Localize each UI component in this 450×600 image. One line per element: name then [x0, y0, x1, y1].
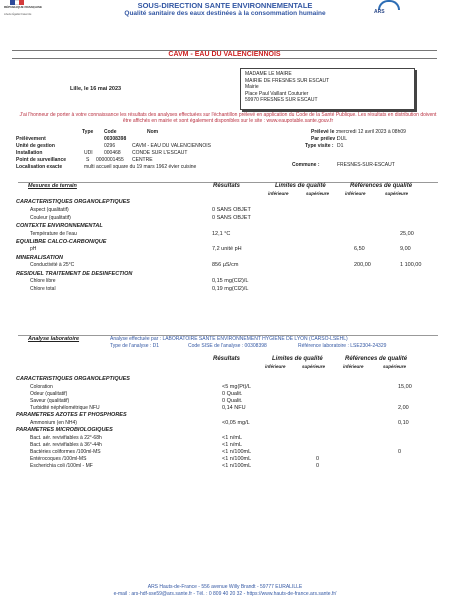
terrain-row-ref-sup: 1 100,00 — [400, 262, 422, 269]
labo-reference: Référence laboratoire : LSE2304-24329 — [298, 343, 387, 349]
terrain-row-label: pH — [30, 246, 37, 253]
labo-col-limites: Limites de qualité — [272, 356, 323, 362]
terrain-category-title: RESIDUEL TRAITEMENT DE DESINFECTION — [16, 270, 133, 277]
terrain-sub-ref-sup: supérieure — [385, 191, 409, 196]
terrain-row-result: 0,19 mg(Cl2)/L — [212, 286, 249, 293]
labo-sub-ref-inf: inférieure — [343, 364, 364, 369]
terrain-category-title: CARACTERISTIQUES ORGANOLEPTIQUES — [16, 199, 130, 205]
terrain-row-result: 0,15 mg(Cl2)/L — [212, 278, 249, 284]
ars-logo-text: ARS — [374, 9, 385, 15]
terrain-row-label: Conductivité à 25°C — [30, 262, 75, 269]
info-header-type: Type — [82, 129, 94, 135]
ars-logo — [370, 0, 410, 18]
point-surveillance-code: 0000001455 — [96, 157, 124, 163]
intro-text: J'ai l'honneur de porter à votre connaissance les résultats des analyses effectuées sur l'échantillon prélevé en application du Code de la Santé Publique. Les résultats en distribution doivent être affichés en mairie et sont également disponibles sur le site : www.eaupotable.sante.gouv.fr — [19, 112, 437, 124]
localisation-label: Localisation exacte — [16, 164, 63, 170]
labo-row-result: <0,05 mg/L — [222, 419, 250, 426]
labo-row-lim-sup: 0 — [316, 456, 320, 463]
labo-heading: Analyse laboratoire — [28, 336, 80, 342]
point-surveillance-label: Point de surveillance — [16, 157, 67, 163]
labo-row-result: <1 n/100mL — [222, 463, 252, 470]
letter-date: Lille, le 16 mai 2023 — [70, 86, 122, 92]
labo-code-sise: Code SISE de l'analyse : 00308398 — [188, 343, 267, 349]
labo-type-analyse: Type de l'analyse : D1 — [110, 343, 160, 349]
address-line: Place Paul Vaillant Couturier — [245, 90, 309, 97]
terrain-heading: Mesures de terrain — [28, 183, 77, 189]
terrain-sub-lim-inf: inférieure — [268, 191, 289, 196]
address-line: Mairie — [245, 84, 259, 90]
header-title: SOUS-DIRECTION SANTE ENVIRONNEMENTALE — [137, 1, 313, 10]
labo-row-label: Turbidité néphélométrique NFU — [30, 405, 100, 412]
terrain-category-title: CONTEXTE ENVIRONNEMENTAL — [16, 223, 103, 230]
terrain-sub-ref-inf: inférieure — [345, 191, 366, 196]
installation-nom: CONDE SUR L'ESCAUT — [132, 150, 188, 156]
labo-row-ref-sup: 15,00 — [398, 383, 412, 390]
point-surveillance-type: S — [86, 157, 90, 163]
terrain-row-label: Chlore total — [30, 286, 56, 293]
labo-row-label: Entérocoques /100ml-MS — [30, 456, 87, 463]
labo-sub-ref-sup: supérieure — [383, 364, 407, 369]
terrain-col-references: Références de qualité — [350, 183, 413, 189]
labo-row-label: Escherichia coli /100ml - MF — [30, 463, 93, 470]
labo-row-lim-sup: 0 — [316, 463, 320, 470]
header-subtitle: Qualité sanitaire des eaux destinées à la consommation humaine — [124, 10, 326, 17]
labo-col-references: Références de qualité — [345, 356, 408, 362]
terrain-row-result: 7,2 unité pH — [212, 246, 242, 253]
labo-row-ref-sup: 0,10 — [398, 419, 409, 426]
labo-row-label: Ammonium (en NH4) — [30, 419, 77, 426]
par-prelev-label: Par prélev : — [311, 136, 339, 142]
terrain-row-label: Chlore libre — [30, 278, 56, 284]
info-header-code: Code — [104, 129, 117, 135]
type-visite-value: D1 — [337, 143, 344, 149]
address-line: MAIRIE DE FRESNES SUR ESCAUT — [245, 77, 330, 84]
labo-category-title: PARAMETRES MICROBIOLOGIQUES — [16, 427, 113, 433]
point-surveillance-nom: CENTRE — [132, 157, 153, 163]
terrain-row-result: 0 SANS OBJET — [212, 214, 251, 221]
labo-row-ref-sup: 2,00 — [398, 405, 409, 412]
address-line: MADAME LE MAIRE — [245, 71, 292, 77]
commune-label: Commune : — [292, 162, 320, 168]
terrain-row-label: Température de l'eau — [30, 230, 77, 237]
footer-address: ARS Hauts-de-France - 556 avenue Willy Brandt - 59777 EURALILLE — [147, 584, 303, 590]
labo-row-result: 0 Qualit. — [222, 397, 243, 404]
labo-line1: Analyse effectuée par : LABORATOIRE SANTE ENVIRONNEMENT HYGIENE DE LYON (CARSO-LSEHL) — [110, 336, 348, 342]
terrain-category-title: MINERALISATION — [16, 254, 63, 261]
commune-value: FRESNES-SUR-ESCAUT — [337, 162, 395, 168]
terrain-col-resultats: Résultats — [213, 183, 241, 189]
localisation-value: multi accueil square du 19 mars 1962 évier cuisine — [84, 164, 197, 170]
labo-sub-lim-sup: supérieure — [302, 364, 326, 369]
labo-sub-lim-inf: inférieure — [265, 364, 286, 369]
terrain-row-ref-sup: 25,00 — [400, 230, 414, 237]
labo-row-label: Bactéries coliformes /100ml-MS — [30, 448, 101, 455]
terrain-row-ref-sup: 9,00 — [400, 246, 411, 253]
installation-label: Installation — [16, 150, 43, 156]
labo-row-ref-sup: 0 — [398, 448, 402, 455]
labo-row-result: <1 n/mL — [222, 434, 243, 441]
preleve-le-label: Prélevé le : — [311, 129, 338, 135]
terrain-row-label: Couleur (qualitatif) — [30, 214, 71, 221]
document-title: CAVM - EAU DU VALENCIENNOIS — [12, 50, 437, 59]
address-line: 59970 FRESNES SUR ESCAUT — [245, 97, 318, 103]
terrain-row-label: Aspect (qualitatif) — [30, 206, 69, 213]
labo-row-label: Bact. aér. revivifiables à 36°-44h — [30, 441, 102, 448]
terrain-row-ref-inf: 6,50 — [354, 246, 365, 253]
labo-category-title: PARAMETRES AZOTES ET PHOSPHORES — [16, 412, 127, 419]
labo-row-label: Odeur (qualitatif) — [30, 390, 68, 397]
installation-type: UDI — [84, 150, 93, 156]
type-visite-label: Type visite : — [305, 143, 334, 149]
labo-col-resultats: Résultats — [213, 356, 241, 362]
info-header-nom: Nom — [147, 129, 159, 135]
prelevement-code: 00308398 — [104, 136, 127, 142]
footer-contact: e-mail : ars-hdf-sse59@ars.sante.fr - Tél. : 0 809 40 20 32 - https://www.hauts-de-france.ars.sante.fr/ — [113, 591, 337, 597]
address-box — [240, 68, 415, 110]
unite-gestion-label: Unité de gestion — [16, 143, 55, 149]
terrain-category-title: EQUILIBRE CALCO-CARBONIQUE — [16, 238, 107, 245]
labo-row-result: <1 n/100mL — [222, 448, 252, 455]
terrain-row-result: 12,1 °C — [212, 230, 231, 237]
labo-row-result: 0 Qualit. — [222, 390, 243, 397]
terrain-row-ref-inf: 200,00 — [354, 262, 371, 269]
preleve-le-value: mercredi 12 avril 2023 à 08h09 — [337, 129, 406, 135]
labo-category-title: CARACTERISTIQUES ORGANOLEPTIQUES — [16, 376, 130, 382]
labo-row-label: Saveur (qualitatif) — [30, 397, 70, 404]
terrain-row-result: 856 µS/cm — [212, 262, 239, 269]
unite-gestion-code: 0296 — [104, 143, 116, 149]
labo-row-label: Coloration — [30, 383, 53, 390]
devise-label: Liberté Égalité Fraternité — [4, 13, 32, 16]
labo-row-result: <5 mg(Pt)/L — [222, 383, 251, 390]
terrain-sub-lim-sup: supérieure — [306, 191, 330, 196]
labo-row-label: Bact. aér. revivifiables à 22°-68h — [30, 434, 102, 441]
labo-row-result: <1 n/100mL — [222, 456, 252, 463]
republique-label: RÉPUBLIQUE FRANÇAISE — [4, 5, 43, 9]
terrain-col-limites: Limites de qualité — [275, 183, 326, 189]
par-prelev-value: DUL — [337, 136, 348, 142]
installation-code: 000468 — [104, 150, 121, 156]
terrain-row-result: 0 SANS OBJET — [212, 206, 251, 213]
prelevement-label: Prélèvement — [16, 136, 46, 142]
labo-row-result: 0,14 NFU — [222, 405, 246, 412]
unite-gestion-nom: CAVM - EAU DU VALENCIENNOIS — [132, 143, 211, 149]
labo-row-result: <1 n/mL — [222, 441, 243, 448]
